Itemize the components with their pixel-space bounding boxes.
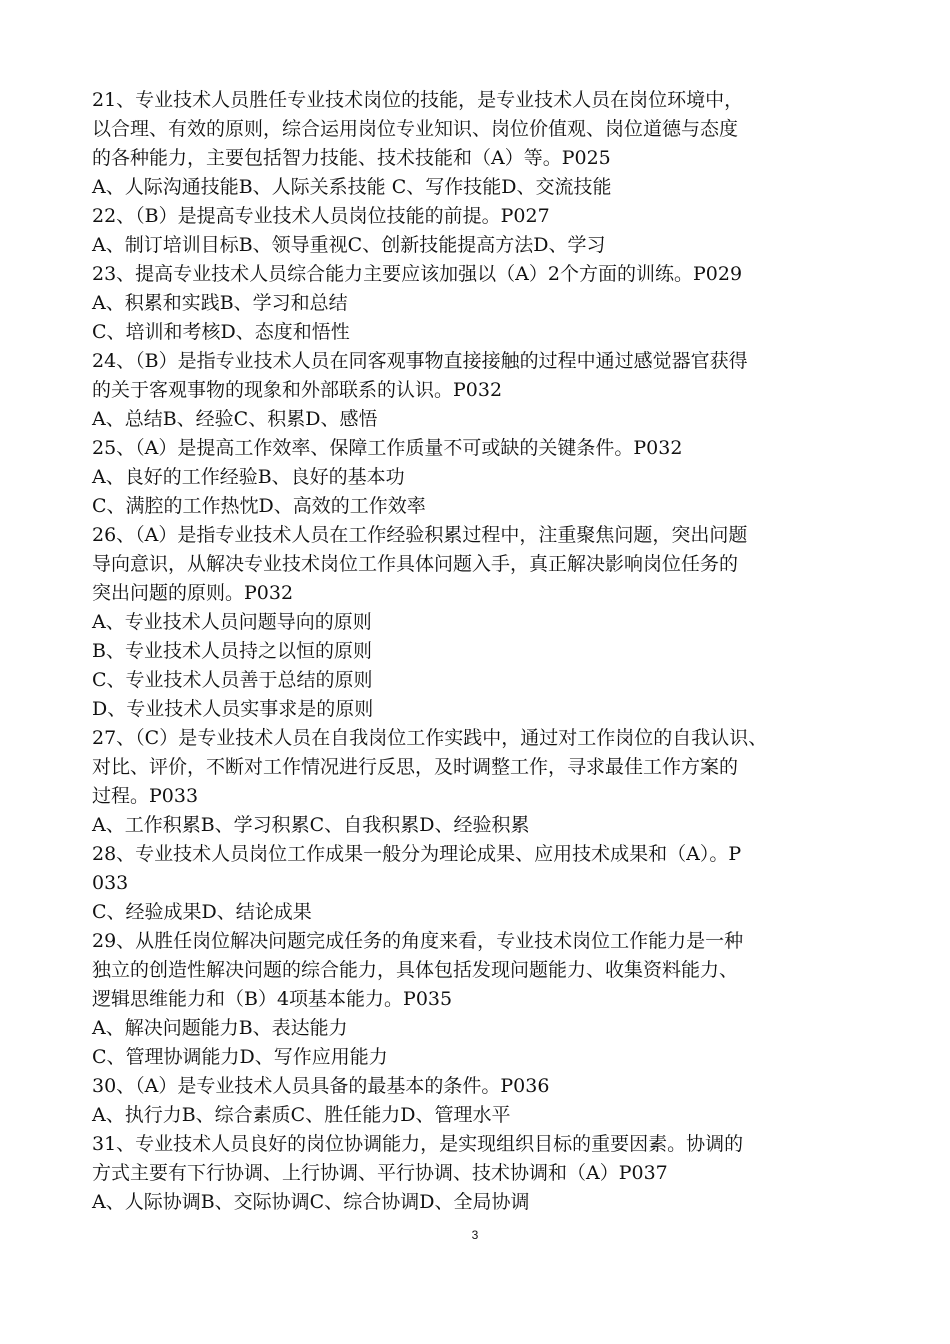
text-line: 独立的创造性解决问题的综合能力，具体包括发现问题能力、收集资料能力、 [92, 959, 739, 981]
text-line: 逻辑思维能力和（B）4项基本能力。P035 [92, 988, 453, 1010]
text-line: 29、从胜任岗位解决问题完成任务的角度来看，专业技术岗位工作能力是一种 [92, 930, 744, 952]
text-line: 过程。P033 [92, 785, 199, 807]
text-line: 对比、评价，不断对工作情况进行反思，及时调整工作，寻求最佳工作方案的 [92, 756, 739, 778]
answer-options: A、良好的工作经验B、良好的基本功 [92, 466, 405, 488]
text-line: 导向意识，从解决专业技术岗位工作具体问题入手，真正解决影响岗位任务的 [92, 553, 739, 575]
document-body [92, 86, 860, 1217]
text-line: 30、（A）是专业技术人员具备的最基本的条件。P036 [92, 1075, 550, 1097]
answer-options: C、经验成果D、结论成果 [92, 901, 312, 923]
text-line: 24、（B）是指专业技术人员在同客观事物直接接触的过程中通过感觉器官获得 [92, 350, 748, 372]
answer-options: C、专业技术人员善于总结的原则 [92, 669, 373, 691]
text-line: 033 [92, 872, 129, 894]
answer-options: C、满腔的工作热忱D、高效的工作效率 [92, 495, 426, 517]
text-line: 28、专业技术人员岗位工作成果一般分为理论成果、应用技术成果和（A）。P [92, 843, 742, 865]
answer-options: A、解决问题能力B、表达能力 [92, 1017, 348, 1039]
answer-options: D、专业技术人员实事求是的原则 [92, 698, 374, 720]
answer-options: A、人际协调B、交际协调C、综合协调D、全局协调 [92, 1191, 530, 1213]
page-number: 3 [471, 1228, 479, 1242]
answer-options: A、专业技术人员问题导向的原则 [92, 611, 372, 633]
text-line: 21、专业技术人员胜任专业技术岗位的技能，是专业技术人员在岗位环境中， [92, 89, 744, 111]
text-line: 的关于客观事物的现象和外部联系的认识。P032 [92, 379, 503, 401]
text-line: 27、（C）是专业技术人员在自我岗位工作实践中，通过对工作岗位的自我认识、 [92, 727, 768, 749]
answer-options: A、人际沟通技能B、人际关系技能 C、写作技能D、交流技能 [92, 176, 612, 198]
answer-options: B、专业技术人员持之以恒的原则 [92, 640, 372, 662]
answer-options: C、管理协调能力D、写作应用能力 [92, 1046, 388, 1068]
answer-options: A、制订培训目标B、领导重视C、创新技能提高方法D、学习 [92, 234, 606, 256]
text-line: 25、（A）是提高工作效率、保障工作质量不可或缺的关键条件。P032 [92, 437, 683, 459]
answer-options: A、执行力B、综合素质C、胜任能力D、管理水平 [92, 1104, 511, 1126]
text-line: 以合理、有效的原则，综合运用岗位专业知识、岗位价值观、岗位道德与态度 [92, 118, 739, 140]
answer-options: A、总结B、经验C、积累D、感悟 [92, 408, 378, 430]
text-line: 23、提高专业技术人员综合能力主要应该加强以（A）2个方面的训练。P029 [92, 263, 743, 285]
answer-options: A、积累和实践B、学习和总结 [92, 292, 348, 314]
text-line: 突出问题的原则。P032 [92, 582, 294, 604]
answer-options: A、工作积累B、学习积累C、自我积累D、经验积累 [92, 814, 530, 836]
text-line: 的各种能力，主要包括智力技能、技术技能和（A）等。P025 [92, 147, 611, 169]
text-line: 22、（B）是提高专业技术人员岗位技能的前提。P027 [92, 205, 550, 227]
text-line: 26、（A）是指专业技术人员在工作经验积累过程中，注重聚焦问题，突出问题 [92, 524, 748, 546]
text-line: 方式主要有下行协调、上行协调、平行协调、技术协调和（A）P037 [92, 1162, 668, 1184]
answer-options: C、培训和考核D、态度和悟性 [92, 321, 350, 343]
text-line: 31、专业技术人员良好的岗位协调能力，是实现组织目标的重要因素。协调的 [92, 1133, 744, 1155]
